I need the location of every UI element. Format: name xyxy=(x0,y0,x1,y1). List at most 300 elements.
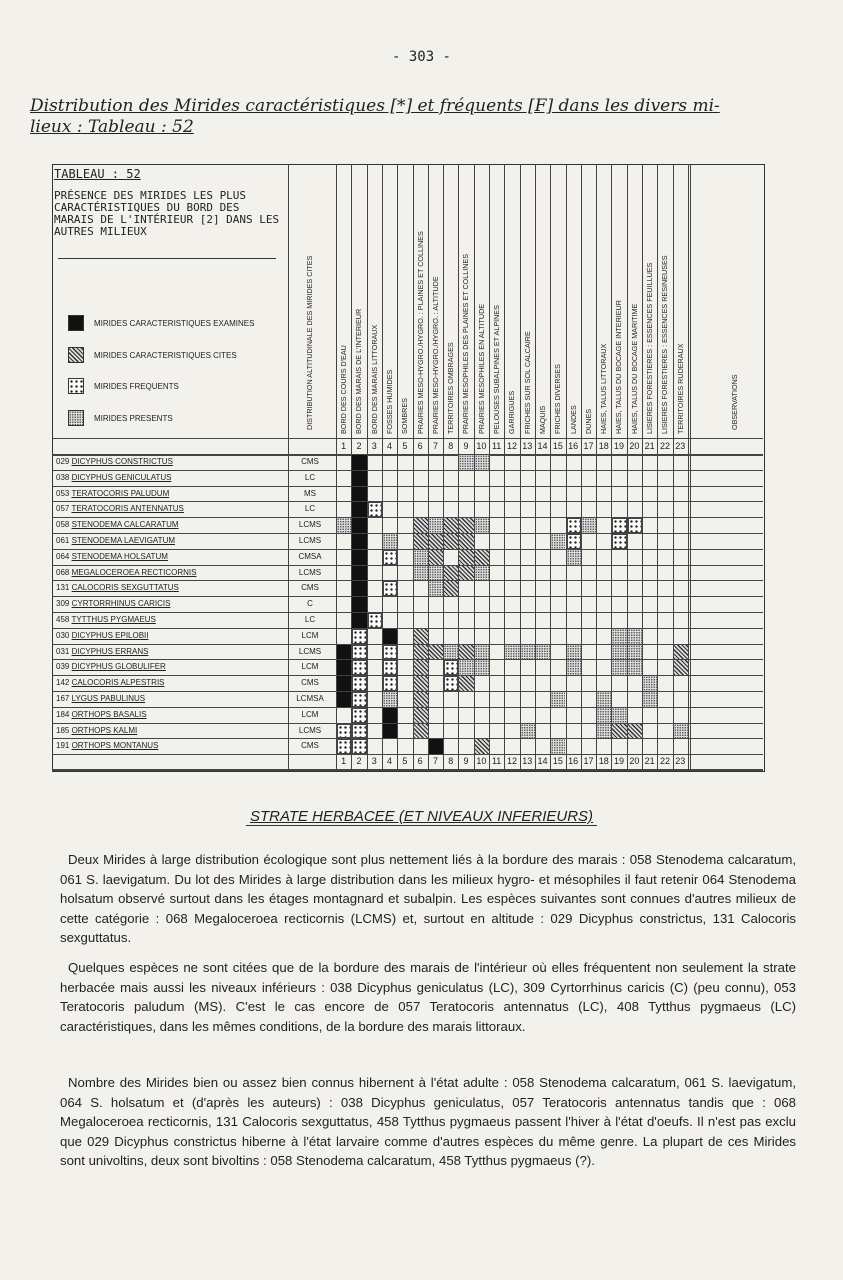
column-number-top: 3 xyxy=(371,441,377,451)
matrix-cell-dots xyxy=(352,629,366,644)
matrix-cell-hatch xyxy=(444,534,458,549)
matrix-cell-stip xyxy=(429,518,443,533)
column-number-top: 1 xyxy=(341,441,347,451)
matrix-cell-hatch xyxy=(459,518,473,533)
grid-line-obs xyxy=(690,164,691,770)
species-code: 131 xyxy=(56,583,72,593)
matrix-cell-hatch xyxy=(444,518,458,533)
species-code: 039 xyxy=(56,662,72,672)
matrix-cell-stip xyxy=(551,692,565,707)
legend-item-stip xyxy=(68,410,173,426)
grid-line-row xyxy=(52,533,763,534)
table-row-label xyxy=(56,710,147,719)
grid-line-row xyxy=(52,517,763,518)
column-header: TERRITOIRES RUDERAUX xyxy=(675,343,685,434)
matrix-cell-stip xyxy=(612,629,626,644)
matrix-cell-stip xyxy=(459,660,473,675)
column-number-bottom: 4 xyxy=(387,756,393,766)
matrix-cell-hatch xyxy=(414,692,428,707)
grid-line-col xyxy=(428,164,429,770)
legend-item-black xyxy=(68,315,254,331)
column-number-top: 11 xyxy=(491,441,502,451)
table-row-label xyxy=(56,552,168,561)
column-header: BORD DES MARAIS LITTORAUX xyxy=(369,324,379,434)
species-name: DICYPHUS EPILOBII xyxy=(71,630,149,640)
matrix-cell-dots xyxy=(337,739,351,754)
column-number-bottom: 7 xyxy=(432,756,438,766)
column-number-bottom: 17 xyxy=(583,756,594,766)
column-header: PRAIRIES MESOPHILES DES PLAINES ET COLLINES xyxy=(461,253,471,434)
table-row-label xyxy=(56,583,179,592)
matrix-cell-dots xyxy=(444,676,458,691)
species-name: ORTHOPS BASALIS xyxy=(71,709,147,719)
altitude-distribution: LCMS xyxy=(298,536,322,545)
column-header: PRAIRIES MESO-HYGRO./HYGRO. : PLAINES ET COLLINES xyxy=(415,231,425,434)
legend-label: MIRIDES PRESENTS xyxy=(94,413,173,423)
matrix-cell-dots xyxy=(444,660,458,675)
matrix-cell-hatch xyxy=(444,581,458,596)
matrix-cell-stip xyxy=(521,724,535,739)
altitude-distribution: LCMS xyxy=(298,725,322,735)
species-code: 053 xyxy=(56,488,72,498)
matrix-cell-black xyxy=(337,645,351,660)
matrix-cell-stip xyxy=(597,692,611,707)
species-name: DICYPHUS GLOBULIFER xyxy=(71,662,166,672)
matrix-cell-dots xyxy=(352,692,366,707)
grid-line-row xyxy=(52,549,763,550)
paragraph-1: Deux Mirides à large distribution écologique sont plus nettement liés à la bordure des marais : 058 Stenodema calcaratum, 061 S. laevigatum. Du lot des Mirides à large distribution dans les milieux hygro- et mésophiles il faut retenir 064 Stenodema holsatum observé surtout dans les étages montagnard et subalpin. Les espèces suivantes sont connues d'autres milieux de cette catégorie : 068 Megaloceroea recticornis (LCMS) et, surtout en altitude : 029 Dicyphus constrictus, 131 Calocoris sexguttatus. xyxy=(60,852,796,946)
column-number-bottom: 14 xyxy=(537,756,548,766)
matrix-cell-dots xyxy=(337,724,351,739)
species-name: LYGUS PABULINUS xyxy=(71,694,146,703)
matrix-cell-stip xyxy=(628,660,642,675)
matrix-cell-hatch xyxy=(414,629,428,644)
column-number-bottom: 23 xyxy=(675,756,686,766)
column-number-bottom: 22 xyxy=(659,756,670,766)
matrix-cell-stip xyxy=(643,692,657,707)
column-header: FRICHES SUR SOL CALCAIRE xyxy=(522,331,532,434)
species-code: 184 xyxy=(56,709,72,719)
grid-line-group-split xyxy=(52,628,763,630)
matrix-cell-black xyxy=(337,676,351,691)
column-header: GARRIGUES xyxy=(507,390,517,434)
column-header: HAIES, TALUS DU BOCAGE MARITIME xyxy=(629,303,639,434)
grid-line-row xyxy=(52,596,763,597)
column-number-top: 6 xyxy=(417,441,423,451)
table-row-label xyxy=(56,504,184,513)
table-row-label xyxy=(56,457,173,466)
matrix-cell-stip xyxy=(674,724,688,739)
column-number-bottom: 6 xyxy=(417,756,423,766)
legend-item-hatch xyxy=(68,347,237,363)
matrix-cell-black xyxy=(352,518,366,533)
matrix-cell-stip xyxy=(597,724,611,739)
matrix-cell-hatch xyxy=(459,566,473,581)
grid-line-col xyxy=(504,164,505,770)
matrix-cell-black xyxy=(352,566,366,581)
legend-swatch-dots xyxy=(68,378,84,394)
matrix-cell-stip xyxy=(475,645,489,660)
matrix-cell-hatch xyxy=(414,534,428,549)
matrix-cell-stip xyxy=(429,581,443,596)
matrix-cell-hatch xyxy=(444,566,458,581)
column-header: TERRITOIRES OMBRAGES xyxy=(446,342,456,434)
column-header: BORD DES COURS D'EAU xyxy=(339,345,348,434)
table-row-label xyxy=(56,473,171,482)
column-number-bottom: 15 xyxy=(552,756,563,766)
column-number-top: 23 xyxy=(675,441,686,451)
matrix-cell-dots xyxy=(352,708,366,723)
column-number-top: 19 xyxy=(614,441,625,451)
matrix-cell-stip xyxy=(612,708,626,723)
column-number-top: 22 xyxy=(659,441,670,451)
altitude-distribution: LC xyxy=(304,472,316,482)
grid-line-col xyxy=(535,164,536,770)
matrix-cell-black xyxy=(352,550,366,565)
grid-line-header xyxy=(52,438,763,439)
column-header: PRAIRIES MESOPHILES EN ALTITUDE xyxy=(476,303,486,434)
column-number-bottom: 19 xyxy=(614,756,625,766)
column-number-top: 7 xyxy=(432,441,438,451)
column-number-bottom: 9 xyxy=(463,756,469,766)
table-heading: PRÉSENCE DES MIRIDES LES PLUS CARACTÉRISTIQUES DU BORD DES MARAIS DE L'INTÉRIEUR [2] DANS LES AUTRES MILIEUX xyxy=(54,189,280,238)
matrix-cell-stip xyxy=(612,660,626,675)
matrix-cell-stip xyxy=(337,518,351,533)
column-header: HAIES, TALUS DU BOCAGE INTERIEUR xyxy=(614,300,624,434)
column-header: MAQUIS xyxy=(537,405,547,434)
grid-line-col xyxy=(397,164,398,770)
table-row-label xyxy=(56,726,137,735)
grid-line-row xyxy=(52,723,763,724)
grid-line-row xyxy=(52,470,763,471)
title-line-2: lieux : Tableau : 52 xyxy=(30,117,194,137)
grid-line-col xyxy=(520,164,521,770)
column-number-bottom: 1 xyxy=(341,756,347,766)
species-code: 058 xyxy=(56,520,72,530)
matrix-cell-stip xyxy=(597,708,611,723)
column-number-bottom: 16 xyxy=(568,756,579,766)
altitude-distribution: LCM xyxy=(301,709,319,719)
grid-line-col xyxy=(611,164,612,770)
altitude-distribution: CMS xyxy=(301,457,319,466)
grid-line-header-bottom xyxy=(52,454,763,456)
matrix-cell-stip xyxy=(551,739,565,754)
matrix-cell-hatch xyxy=(612,724,626,739)
matrix-cell-black xyxy=(383,629,397,644)
table-row-label xyxy=(56,631,149,640)
column-number-bottom: 5 xyxy=(402,756,408,766)
matrix-cell-hatch xyxy=(414,660,428,675)
species-name: TERATOCORIS PALUDUM xyxy=(71,488,170,498)
table-row-label xyxy=(56,489,169,498)
column-number-bottom: 12 xyxy=(506,756,517,766)
column-number-top: 20 xyxy=(629,441,640,451)
altitude-distribution: LCMS xyxy=(298,646,322,656)
matrix-cell-stip xyxy=(475,518,489,533)
column-number-top: 8 xyxy=(448,441,454,451)
matrix-cell-stip xyxy=(414,566,428,581)
observations-header: OBSERVATIONS xyxy=(730,374,739,430)
column-number-bottom: 11 xyxy=(491,756,502,766)
species-name: ORTHOPS MONTANUS xyxy=(71,741,159,751)
matrix-cell-black xyxy=(352,471,366,486)
matrix-cell-stip xyxy=(628,629,642,644)
matrix-cell-dots xyxy=(383,550,397,565)
matrix-cell-stip xyxy=(429,566,443,581)
column-number-top: 16 xyxy=(568,441,579,451)
table-row-label xyxy=(56,520,179,529)
column-header: FRICHES DIVERSES xyxy=(553,364,563,434)
altitude-distribution: LC xyxy=(304,504,316,514)
column-number-bottom: 8 xyxy=(448,756,454,766)
column-number-top: 10 xyxy=(476,441,487,451)
title-line-1: Distribution des Mirides caractéristiques [*] et fréquents [F] dans les divers mi- xyxy=(30,96,720,116)
matrix-cell-dots xyxy=(612,518,626,533)
column-header: LISIERES FORESTIERES : ESSENCES RESINEUSES xyxy=(660,255,670,434)
table-row-label xyxy=(56,647,148,656)
matrix-cell-dots xyxy=(383,645,397,660)
grid-line-col xyxy=(581,164,582,770)
matrix-cell-hatch xyxy=(475,550,489,565)
matrix-cell-hatch xyxy=(459,645,473,660)
matrix-cell-stip xyxy=(459,455,473,470)
column-header: HAIES, TALUS LITTORAUX xyxy=(599,343,609,434)
column-header: DUNES xyxy=(583,408,593,434)
table-row-label xyxy=(56,599,170,608)
grid-line-col xyxy=(688,164,689,770)
column-header: PELOUSES SUBALPINES ET ALPINES xyxy=(492,305,501,434)
matrix-cell-stip xyxy=(521,645,535,660)
column-number-top: 5 xyxy=(402,441,408,451)
matrix-cell-stip xyxy=(567,660,581,675)
species-name: DICYPHUS CONSTRICTUS xyxy=(71,457,173,466)
column-number-bottom: 13 xyxy=(522,756,533,766)
column-number-top: 9 xyxy=(463,441,469,451)
grid-line-col xyxy=(566,164,567,770)
matrix-cell-stip xyxy=(643,676,657,691)
grid-line-row xyxy=(52,659,763,660)
column-header: SOMBRES xyxy=(400,398,410,434)
matrix-cell-dots xyxy=(352,724,366,739)
species-code: 191 xyxy=(56,741,72,751)
table-row-label xyxy=(56,615,156,624)
matrix-cell-stip xyxy=(414,550,428,565)
species-code: 029 xyxy=(56,457,72,466)
matrix-cell-hatch xyxy=(459,534,473,549)
grid-line-col xyxy=(489,164,490,770)
matrix-cell-hatch xyxy=(459,676,473,691)
matrix-cell-black xyxy=(429,739,443,754)
matrix-cell-dots xyxy=(352,660,366,675)
column-number-bottom: 10 xyxy=(476,756,487,766)
matrix-cell-black xyxy=(352,581,366,596)
grid-line-row xyxy=(52,644,763,645)
column-number-bottom: 21 xyxy=(644,756,655,766)
column-number-top: 13 xyxy=(522,441,533,451)
grid-line-col xyxy=(596,164,597,770)
species-name: CYRTORRHINUS CARICIS xyxy=(71,599,171,609)
matrix-cell-black xyxy=(383,708,397,723)
legend-label: MIRIDES CARACTERISTIQUES EXAMINES xyxy=(94,318,255,328)
column-number-top: 15 xyxy=(552,441,563,451)
column-header: BORD DES MARAIS DE L'INTERIEUR xyxy=(354,308,364,434)
column-number-bottom: 3 xyxy=(371,756,377,766)
species-name: DICYPHUS ERRANS xyxy=(71,646,149,656)
table-label: TABLEAU : 52 xyxy=(54,167,141,181)
legend-divider xyxy=(58,258,276,259)
matrix-cell-black xyxy=(383,724,397,739)
grid-line-bottom xyxy=(52,769,763,771)
species-code: 309 xyxy=(56,599,72,609)
matrix-cell-dots xyxy=(628,518,642,533)
grid-line-row xyxy=(52,738,763,739)
matrix-cell-stip xyxy=(475,455,489,470)
species-code: 142 xyxy=(56,678,72,688)
species-name: TYTTHUS PYGMAEUS xyxy=(71,615,156,624)
species-code: 057 xyxy=(56,504,72,514)
grid-line-row xyxy=(52,486,763,487)
matrix-cell-black xyxy=(337,660,351,675)
dist-header: DISTRIBUTION ALTITUDINALE DES MIRIDES CITES xyxy=(305,255,314,430)
species-code: 458 xyxy=(56,615,72,624)
altitude-distribution: CMSA xyxy=(298,551,322,561)
matrix-cell-stip xyxy=(612,645,626,660)
grid-line-row xyxy=(52,565,763,566)
species-name: STENODEMA CALCARATUM xyxy=(71,520,179,530)
column-number-top: 12 xyxy=(506,441,517,451)
matrix-cell-black xyxy=(352,534,366,549)
species-name: MEGALOCEROEA RECTICORNIS xyxy=(71,567,197,577)
paragraph-2: Quelques espèces ne sont citées que de la bordure des marais de l'intérieur où elles fréquentent non seulement la strate herbacée mais aussi les niveaux inférieurs : 038 Dicyphus geniculatus (LC), 309 Cyrtorrhinus caricis (C) (peu connu), 053 Teratocoris paludum (MS). C'est le cas encore de 057 Teratocoris antennatus (LC), 408 Tytthus pygmaeus (LC) caractéristiques, dans les mêmes conditions, de la bordure des marais littoraux. xyxy=(60,960,796,1034)
column-number-top: 4 xyxy=(387,441,393,451)
species-code: 167 xyxy=(56,694,72,703)
matrix-cell-dots xyxy=(368,613,382,628)
table-legend xyxy=(54,168,284,238)
table-row-label xyxy=(56,741,158,750)
matrix-cell-dots xyxy=(383,676,397,691)
matrix-cell-hatch xyxy=(414,708,428,723)
matrix-cell-dots xyxy=(612,534,626,549)
grid-line-row xyxy=(52,707,763,708)
species-code: 064 xyxy=(56,551,72,561)
matrix-cell-hatch xyxy=(459,550,473,565)
table-row-label xyxy=(56,536,175,545)
grid-line-row xyxy=(52,580,763,581)
matrix-cell-dots xyxy=(352,739,366,754)
column-number-top: 14 xyxy=(537,441,548,451)
table-row-label xyxy=(56,568,197,577)
matrix-cell-black xyxy=(337,692,351,707)
species-name: STENODEMA LAEVIGATUM xyxy=(71,536,176,545)
species-name: CALOCORIS ALPESTRIS xyxy=(71,678,165,688)
table-row-label xyxy=(56,678,165,687)
grid-line-col xyxy=(673,164,674,770)
legend-label: MIRIDES CARACTERISTIQUES CITES xyxy=(94,350,237,360)
column-number-top: 2 xyxy=(356,441,362,451)
column-header: PRAIRIES MESO-HYGRO./HYGRO. : ALTITUDE xyxy=(430,276,440,434)
matrix-cell-stip xyxy=(475,660,489,675)
altitude-distribution: LCMS xyxy=(298,520,322,530)
grid-line-col xyxy=(627,164,628,770)
matrix-cell-hatch xyxy=(414,645,428,660)
matrix-cell-hatch xyxy=(414,724,428,739)
legend-label: MIRIDES FREQUENTS xyxy=(94,381,179,391)
column-header: FOSSES HUMIDES xyxy=(384,369,394,434)
page-number: - 303 - xyxy=(391,49,451,65)
grid-line-col xyxy=(550,164,551,770)
table-row-label xyxy=(56,662,166,671)
matrix-cell-stip xyxy=(536,645,550,660)
matrix-cell-black xyxy=(352,597,366,612)
matrix-cell-stip xyxy=(567,645,581,660)
matrix-cell-stip xyxy=(383,534,397,549)
legend-swatch-black xyxy=(68,315,84,331)
matrix-cell-dots xyxy=(567,534,581,549)
matrix-cell-stip xyxy=(567,550,581,565)
matrix-cell-hatch xyxy=(429,550,443,565)
species-name: TERATOCORIS ANTENNATUS xyxy=(71,504,184,514)
paragraph-3: Nombre des Mirides bien ou assez bien connus hibernent à l'état adulte : 058 Stenodema calcaratum, 061 S. laevigatum, 064 S. holsatum et (d'après les auteurs) : 038 Dicyphus geniculatus, 057 Teratocoris antennatus tandis que : 068 Megaloceroea recticornis, 131 Calocoris sexguttatus, 458 Tytthus pygmaeus passent l'hiver à l'état d'oeufs. Il n'est pas exclu que 029 Dicyphus constrictus hiberne à l'état larvaire comme d'autres espèces du même genre. La plupart de ces Mirides sont univoltins, deux sont bivoltins : 058 Stenodema calcaratum, 458 Tytthus pygmaeus (?). xyxy=(60,1075,796,1169)
matrix-cell-dots xyxy=(567,518,581,533)
species-name: CALOCORIS SEXGUTTATUS xyxy=(71,583,179,593)
matrix-cell-hatch xyxy=(429,534,443,549)
page-title xyxy=(30,96,790,138)
matrix-cell-hatch xyxy=(414,676,428,691)
species-code: 038 xyxy=(56,472,72,482)
legend-swatch-hatch xyxy=(68,347,84,363)
altitude-distribution: C xyxy=(307,599,313,609)
table-row-label xyxy=(56,694,145,703)
grid-line-col xyxy=(657,164,658,770)
altitude-distribution: LCM xyxy=(301,630,319,640)
matrix-cell-black xyxy=(352,487,366,502)
matrix-cell-stip xyxy=(505,645,519,660)
species-code: 030 xyxy=(56,630,72,640)
altitude-distribution: LCMS xyxy=(298,567,322,577)
matrix-cell-stip xyxy=(475,566,489,581)
column-number-top: 18 xyxy=(598,441,609,451)
matrix-cell-dots xyxy=(352,645,366,660)
column-number-bottom: 20 xyxy=(629,756,640,766)
matrix-cell-hatch xyxy=(674,660,688,675)
legend-item-dots xyxy=(68,378,179,394)
altitude-distribution: LCMSA xyxy=(296,694,324,703)
matrix-cell-dots xyxy=(383,581,397,596)
matrix-cell-hatch xyxy=(475,739,489,754)
altitude-distribution: LCM xyxy=(301,662,319,672)
grid-line-col xyxy=(367,164,368,770)
grid-line-row xyxy=(52,612,763,613)
matrix-cell-stip xyxy=(628,645,642,660)
column-number-top: 17 xyxy=(583,441,594,451)
column-number-top: 21 xyxy=(644,441,655,451)
matrix-cell-hatch xyxy=(429,645,443,660)
matrix-cell-stip xyxy=(582,518,596,533)
matrix-cell-hatch xyxy=(414,518,428,533)
matrix-cell-dots xyxy=(383,660,397,675)
legend-swatch-stip xyxy=(68,410,84,426)
species-code: 061 xyxy=(56,536,72,545)
matrix-cell-black xyxy=(352,502,366,517)
section-title: STRATE HERBACEE (ET NIVEAUX INFERIEURS) xyxy=(0,808,843,825)
column-header: LISIERES FORESTIERES : ESSENCES FEUILLUES xyxy=(645,262,654,434)
species-code: 185 xyxy=(56,725,72,735)
matrix-cell-hatch xyxy=(674,645,688,660)
matrix-cell-dots xyxy=(368,502,382,517)
altitude-distribution: CMS xyxy=(301,583,319,593)
matrix-cell-hatch xyxy=(628,724,642,739)
column-header: LANDES xyxy=(568,405,578,434)
